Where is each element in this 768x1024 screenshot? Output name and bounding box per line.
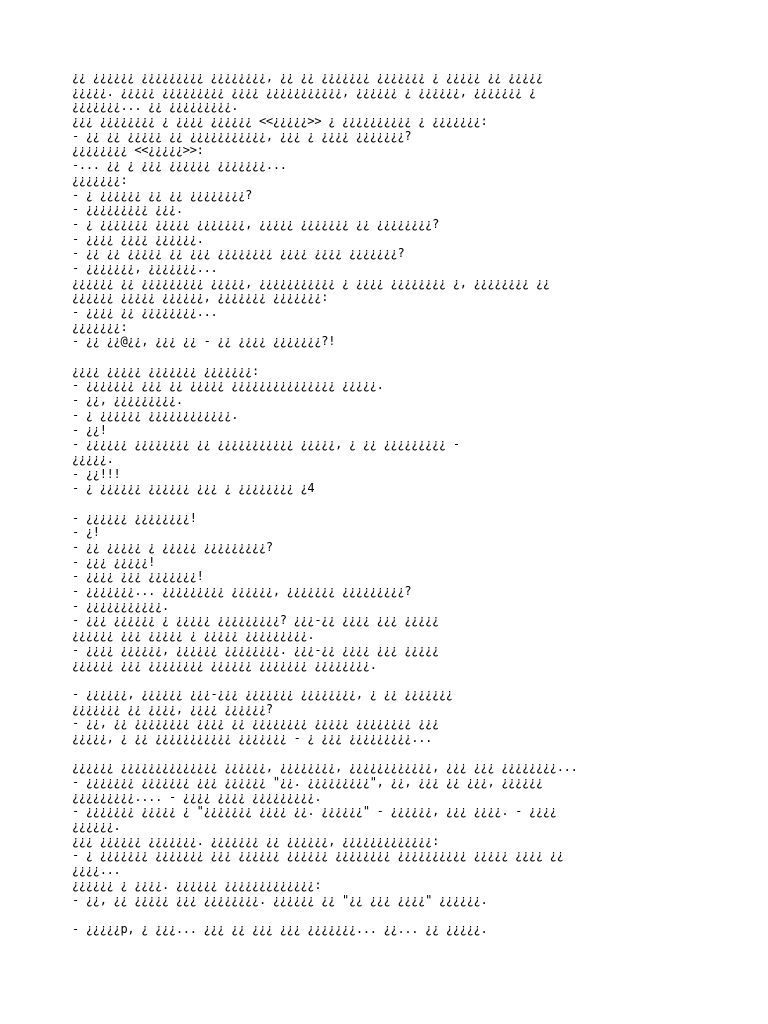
- text-line: - ¿¿¿ ¿¿¿¿¿¿ ¿ ¿¿¿¿¿ ¿¿¿¿¿¿¿¿¿? ¿¿¿-¿¿ ¿¿¿¿ ¿¿¿ ¿¿¿¿¿: [72, 613, 440, 628]
- blank-line: [72, 496, 712, 511]
- text-line: ¿¿¿¿¿. ¿¿¿¿¿ ¿¿¿¿¿¿¿¿¿ ¿¿¿¿ ¿¿¿¿¿¿¿¿¿¿¿, ¿¿¿¿¿¿ ¿ ¿¿¿¿¿¿, ¿¿¿¿¿¿¿ ¿: [72, 84, 536, 99]
- text-line: - ¿¿¿¿¿p, ¿ ¿¿¿... ¿¿¿ ¿¿ ¿¿¿ ¿¿¿ ¿¿¿¿¿¿¿... ¿¿... ¿¿ ¿¿¿¿¿.: [72, 921, 488, 936]
- document-text: [72, 70, 712, 937]
- blank-line: [72, 349, 712, 364]
- text-line: ¿¿¿¿¿¿ ¿¿¿ ¿¿¿¿¿ ¿ ¿¿¿¿¿ ¿¿¿¿¿¿¿¿¿.: [72, 628, 315, 643]
- text-line: - ¿¿ ¿¿@¿¿, ¿¿¿ ¿¿ - ¿¿ ¿¿¿¿ ¿¿¿¿¿¿¿?!: [72, 334, 336, 349]
- text-line: ¿¿¿¿ ¿¿¿¿¿ ¿¿¿¿¿¿¿ ¿¿¿¿¿¿¿:: [72, 363, 259, 378]
- text-line: ¿¿¿¿¿¿ ¿¿¿¿¿¿¿¿¿¿¿¿¿¿ ¿¿¿¿¿¿, ¿¿¿¿¿¿¿¿, ¿¿¿¿¿¿¿¿¿¿¿¿, ¿¿¿ ¿¿¿ ¿¿¿¿¿¿¿¿...: [72, 760, 578, 775]
- text-line: - ¿¿¿¿ ¿¿¿¿ ¿¿¿¿¿¿.: [72, 231, 204, 246]
- text-line: - ¿¿!!!: [72, 466, 121, 481]
- text-line: ¿¿¿¿¿.: [72, 451, 114, 466]
- text-line: - ¿¿ ¿¿ ¿¿¿¿¿ ¿¿ ¿¿¿ ¿¿¿¿¿¿¿¿ ¿¿¿¿ ¿¿¿¿ ¿¿¿¿¿¿¿?: [72, 246, 405, 261]
- text-line: - ¿¿¿¿¿¿¿ ¿¿¿¿¿¿¿ ¿¿¿ ¿¿¿¿¿¿ "¿¿. ¿¿¿¿¿¿¿¿¿", ¿¿, ¿¿¿ ¿¿ ¿¿¿, ¿¿¿¿¿¿: [72, 775, 543, 789]
- text-line: - ¿ ¿¿¿¿¿¿ ¿¿¿¿¿¿¿¿¿¿¿¿.: [72, 407, 239, 422]
- text-line: - ¿¿, ¿¿¿¿¿¿¿¿¿.: [72, 393, 183, 408]
- text-line: ¿¿¿¿¿¿¿... ¿¿ ¿¿¿¿¿¿¿¿¿.: [72, 99, 239, 114]
- text-line: - ¿¿ ¿¿¿¿¿ ¿ ¿¿¿¿¿ ¿¿¿¿¿¿¿¿¿?: [72, 540, 273, 554]
- text-line: - ¿¿, ¿¿ ¿¿¿¿¿¿¿¿ ¿¿¿¿ ¿¿ ¿¿¿¿¿¿¿¿ ¿¿¿¿¿ ¿¿¿¿¿¿¿¿ ¿¿¿: [72, 716, 440, 731]
- text-line: ¿¿¿ ¿¿¿¿¿¿ ¿¿¿¿¿¿¿. ¿¿¿¿¿¿¿ ¿¿ ¿¿¿¿¿¿, ¿¿¿¿¿¿¿¿¿¿¿¿¿:: [72, 833, 440, 848]
- text-line: - ¿¿¿¿¿¿¿¿¿ ¿¿¿.: [72, 202, 183, 217]
- text-line: - ¿¿¿¿ ¿¿¿ ¿¿¿¿¿¿¿!: [72, 569, 204, 584]
- text-line: ¿¿¿¿¿¿ ¿ ¿¿¿¿. ¿¿¿¿¿¿ ¿¿¿¿¿¿¿¿¿¿¿¿¿:: [72, 877, 322, 892]
- text-line: ¿¿¿ ¿¿¿¿¿¿¿¿ ¿ ¿¿¿¿ ¿¿¿¿¿¿ <<¿¿¿¿¿>> ¿ ¿¿¿¿¿¿¿¿¿¿ ¿ ¿¿¿¿¿¿¿:: [72, 114, 488, 129]
- text-line: - ¿¿!: [72, 422, 107, 437]
- text-line: - ¿¿¿¿ ¿¿¿¿¿¿, ¿¿¿¿¿¿ ¿¿¿¿¿¿¿¿. ¿¿¿-¿¿ ¿¿¿¿ ¿¿¿ ¿¿¿¿¿: [72, 642, 440, 657]
- text-line: ¿¿ ¿¿¿¿¿¿ ¿¿¿¿¿¿¿¿¿ ¿¿¿¿¿¿¿¿, ¿¿ ¿¿ ¿¿¿¿¿¿¿ ¿¿¿¿¿¿¿ ¿ ¿¿¿¿¿ ¿¿ ¿¿¿¿¿: [72, 70, 543, 84]
- text-line: ¿¿¿¿¿¿¿¿¿.... - ¿¿¿¿ ¿¿¿¿ ¿¿¿¿¿¿¿¿¿.: [72, 789, 322, 804]
- text-line: - ¿¿¿¿¿¿¿ ¿¿¿ ¿¿ ¿¿¿¿¿ ¿¿¿¿¿¿¿¿¿¿¿¿¿¿¿ ¿¿¿¿¿.: [72, 378, 384, 393]
- blank-line: [72, 672, 712, 687]
- text-line: ¿¿¿¿¿¿.: [72, 819, 121, 834]
- text-line: - ¿ ¿¿¿¿¿¿ ¿¿¿¿¿¿ ¿¿¿ ¿ ¿¿¿¿¿¿¿¿ ¿4: [72, 481, 315, 496]
- text-line: - ¿¿¿¿¿¿¿ ¿¿¿¿¿ ¿ "¿¿¿¿¿¿¿ ¿¿¿¿ ¿¿. ¿¿¿¿¿¿" - ¿¿¿¿¿¿, ¿¿¿ ¿¿¿¿. - ¿¿¿¿: [72, 804, 557, 819]
- text-line: - ¿ ¿¿¿¿¿¿¿ ¿¿¿¿¿¿¿ ¿¿¿ ¿¿¿¿¿¿ ¿¿¿¿¿¿ ¿¿¿¿¿¿¿¿ ¿¿¿¿¿¿¿¿¿¿ ¿¿¿¿¿ ¿¿¿¿ ¿¿: [72, 848, 564, 863]
- text-line: ¿¿¿¿¿, ¿ ¿¿ ¿¿¿¿¿¿¿¿¿¿¿ ¿¿¿¿¿¿¿ - ¿ ¿¿¿ ¿¿¿¿¿¿¿¿¿...: [72, 730, 433, 745]
- text-line: ¿¿¿¿¿¿ ¿¿¿ ¿¿¿¿¿¿¿¿ ¿¿¿¿¿¿ ¿¿¿¿¿¿¿ ¿¿¿¿¿¿¿¿.: [72, 657, 377, 672]
- text-line: - ¿¿¿¿¿¿, ¿¿¿¿¿¿ ¿¿¿-¿¿¿ ¿¿¿¿¿¿¿ ¿¿¿¿¿¿¿¿, ¿ ¿¿ ¿¿¿¿¿¿¿: [72, 686, 453, 701]
- text-line: ¿¿¿¿¿¿¿ ¿¿ ¿¿¿¿, ¿¿¿¿ ¿¿¿¿¿¿?: [72, 701, 273, 716]
- blank-line: [72, 907, 712, 922]
- text-line: ¿¿¿¿¿¿ ¿¿¿¿¿ ¿¿¿¿¿¿, ¿¿¿¿¿¿¿ ¿¿¿¿¿¿¿:: [72, 290, 329, 305]
- text-line: - ¿ ¿¿¿¿¿¿ ¿¿ ¿¿ ¿¿¿¿¿¿¿¿?: [72, 187, 253, 202]
- text-line: ¿¿¿¿¿¿ ¿¿ ¿¿¿¿¿¿¿¿¿ ¿¿¿¿¿, ¿¿¿¿¿¿¿¿¿¿¿ ¿ ¿¿¿¿ ¿¿¿¿¿¿¿¿ ¿, ¿¿¿¿¿¿¿¿ ¿¿: [72, 275, 550, 290]
- text-line: - ¿¿ ¿¿ ¿¿¿¿¿ ¿¿ ¿¿¿¿¿¿¿¿¿¿¿, ¿¿¿ ¿ ¿¿¿¿ ¿¿¿¿¿¿¿?: [72, 128, 412, 143]
- text-line: - ¿ ¿¿¿¿¿¿¿ ¿¿¿¿¿ ¿¿¿¿¿¿¿, ¿¿¿¿¿ ¿¿¿¿¿¿¿ ¿¿ ¿¿¿¿¿¿¿¿?: [72, 216, 440, 231]
- text-line: - ¿¿¿¿ ¿¿ ¿¿¿¿¿¿¿¿...: [72, 305, 218, 319]
- text-line: - ¿¿¿¿¿¿¿, ¿¿¿¿¿¿¿...: [72, 260, 218, 275]
- text-line: - ¿¿¿¿¿¿¿... ¿¿¿¿¿¿¿¿¿ ¿¿¿¿¿¿, ¿¿¿¿¿¿¿ ¿¿¿¿¿¿¿¿¿?: [72, 584, 412, 599]
- text-line: ¿¿¿¿...: [72, 863, 121, 878]
- blank-line: [72, 746, 712, 761]
- text-line: ¿¿¿¿¿¿¿¿ <<¿¿¿¿¿>>:: [72, 143, 204, 158]
- text-line: -... ¿¿ ¿ ¿¿¿ ¿¿¿¿¿¿ ¿¿¿¿¿¿¿...: [72, 158, 287, 173]
- text-line: - ¿¿¿¿¿¿ ¿¿¿¿¿¿¿¿ ¿¿ ¿¿¿¿¿¿¿¿¿¿¿ ¿¿¿¿¿, ¿ ¿¿ ¿¿¿¿¿¿¿¿¿ -: [72, 437, 460, 452]
- text-line: - ¿¿¿ ¿¿¿¿¿!: [72, 554, 156, 569]
- text-line: - ¿¿¿¿¿¿ ¿¿¿¿¿¿¿¿!: [72, 510, 197, 525]
- text-line: ¿¿¿¿¿¿¿:: [72, 319, 128, 334]
- text-line: - ¿!: [72, 525, 100, 540]
- text-line: - ¿¿, ¿¿ ¿¿¿¿¿ ¿¿¿ ¿¿¿¿¿¿¿¿. ¿¿¿¿¿¿ ¿¿ "¿¿ ¿¿¿ ¿¿¿¿" ¿¿¿¿¿¿.: [72, 892, 488, 907]
- text-line: ¿¿¿¿¿¿¿:: [72, 172, 128, 187]
- text-line: - ¿¿¿¿¿¿¿¿¿¿¿.: [72, 598, 169, 613]
